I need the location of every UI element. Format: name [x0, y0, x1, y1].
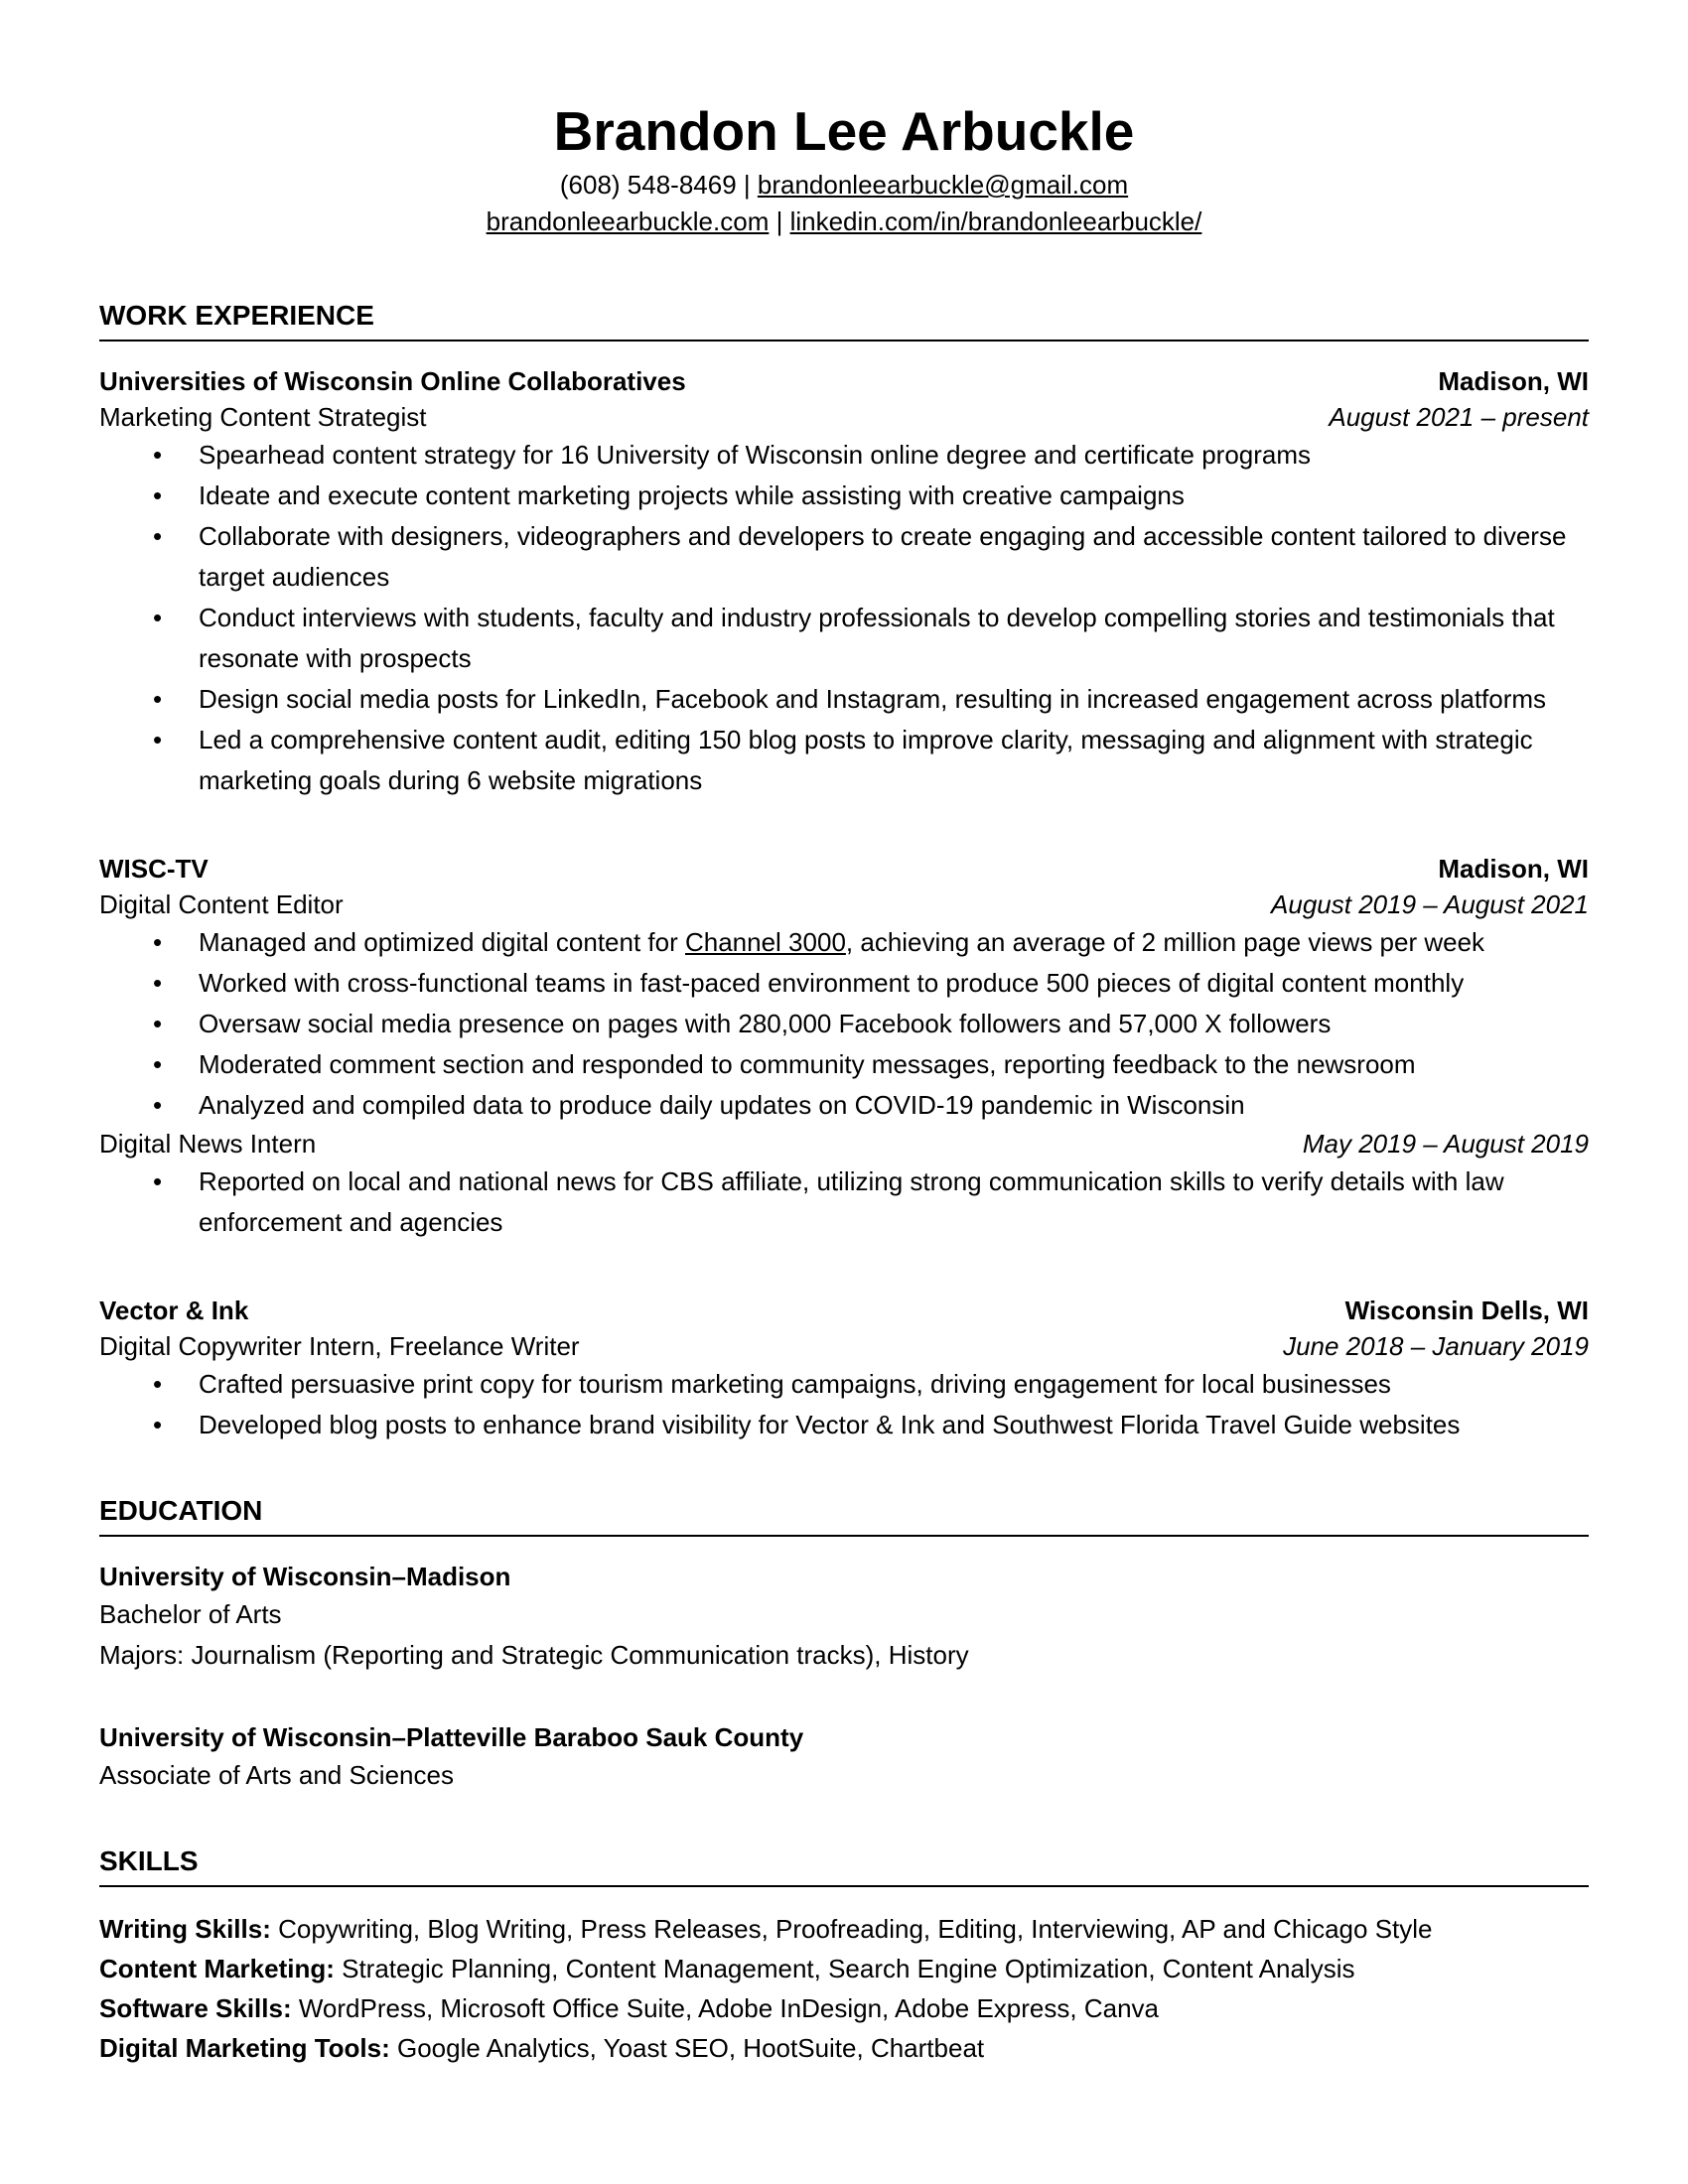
skill-label: Digital Marketing Tools: [99, 2033, 390, 2063]
resume-header [99, 0, 1589, 240]
job-location: Madison, WI [1438, 854, 1589, 884]
degree-line: Majors: Journalism (Reporting and Strategic Communication tracks), History [99, 1640, 969, 1670]
skill-value: WordPress, Microsoft Office Suite, Adobe InDesign, Adobe Express, Canva [291, 1993, 1159, 2023]
employer-name: Universities of Wisconsin Online Collaboratives [99, 366, 686, 396]
phone-number: (608) 548-8469 [559, 170, 737, 200]
contact-separator: | [769, 206, 790, 236]
education-section [99, 1493, 1589, 1796]
bullet-item: • Spearhead content strategy for 16 University of Wisconsin online degree and certificate programs [199, 435, 1589, 476]
bullet-item [199, 922, 1589, 963]
job-location: Madison, WI [1438, 366, 1589, 396]
skill-line [99, 1909, 1589, 1949]
role-title: Digital Content Editor [99, 889, 344, 919]
job-location: Wisconsin Dells, WI [1344, 1296, 1589, 1325]
skill-line [99, 1949, 1589, 1988]
role-title: Marketing Content Strategist [99, 402, 427, 432]
job-header [99, 851, 1589, 887]
bullet-item: • Oversaw social media presence on pages with 280,000 Facebook followers and 57,000 X followers [199, 1004, 1589, 1044]
job-header [99, 1293, 1589, 1328]
skill-value: Strategic Planning, Content Management, Search Engine Optimization, Content Analysis [334, 1954, 1355, 1983]
role-dates: June 2018 – January 2019 [1283, 1331, 1589, 1361]
role-title: Digital Copywriter Intern, Freelance Writer [99, 1331, 580, 1361]
channel-3000-link[interactable]: Channel 3000 [684, 927, 846, 957]
skill-value: Copywriting, Blog Writing, Press Releases, Proofreading, Editing, Interviewing, AP and Chicago Style [270, 1914, 1433, 1944]
skill-value: Google Analytics, Yoast SEO, HootSuite, Chartbeat [389, 2033, 985, 2063]
section-title-skills: SKILLS [99, 1843, 1589, 1887]
candidate-name: Brandon Lee Arbuckle [553, 100, 1135, 162]
bullet-list [99, 1161, 1589, 1243]
work-experience-section [99, 298, 1589, 1445]
role-header [99, 1126, 1589, 1161]
bullet-item: • Collaborate with designers, videographers and developers to create engaging and accessible content tailored to diverse target audiences [199, 516, 1589, 598]
skill-line [99, 2028, 1589, 2068]
bullet-item: • Conduct interviews with students, faculty and industry professionals to develop compelling stories and testimonials that resonate with prospects [199, 598, 1589, 679]
bullet-item: • Reported on local and national news for CBS affiliate, utilizing strong communication skills to verify details with law enforcement and agencies [199, 1161, 1589, 1243]
bullet-item: • Moderated comment section and responded to community messages, reporting feedback to the newsroom [199, 1044, 1589, 1085]
skill-label: Software Skills: [99, 1993, 292, 2023]
skill-line [99, 1988, 1589, 2028]
bullet-item: • Analyzed and compiled data to produce daily updates on COVID-19 pandemic in Wisconsin [199, 1085, 1589, 1126]
bullet-item: • Developed blog posts to enhance brand visibility for Vector & Ink and Southwest Florida Travel Guide websites [199, 1405, 1589, 1445]
job-entry [99, 851, 1589, 1243]
contact-line-2 [99, 204, 1589, 240]
bullet-text: Managed and optimized digital content for [199, 927, 685, 957]
role-dates: August 2021 – present [1329, 402, 1589, 432]
job-entry [99, 363, 1589, 801]
bullet-item: • Ideate and execute content marketing projects while assisting with creative campaigns [199, 476, 1589, 516]
degree-line: Bachelor of Arts [99, 1599, 282, 1629]
section-title-work: WORK EXPERIENCE [99, 298, 1589, 341]
bullet-list [99, 1364, 1589, 1445]
contact-separator: | [736, 170, 758, 200]
role-dates: August 2019 – August 2021 [1271, 889, 1589, 919]
contact-line-1 [99, 167, 1589, 204]
school-name: University of Wisconsin–Platteville Baraboo Sauk County [99, 1722, 804, 1752]
bullet-list [99, 435, 1589, 801]
linkedin-link[interactable]: linkedin.com/in/brandonleearbuckle/ [789, 206, 1202, 236]
role-header [99, 887, 1589, 922]
education-entry [99, 1559, 1589, 1676]
bullet-text: , achieving an average of 2 million page views per week [845, 927, 1485, 957]
employer-name: WISC-TV [99, 854, 209, 884]
role-dates: May 2019 – August 2019 [1302, 1129, 1589, 1159]
email-link[interactable]: brandonleearbuckle@gmail.com [757, 170, 1129, 200]
bullet-item: • Crafted persuasive print copy for tourism marketing campaigns, driving engagement for local businesses [199, 1364, 1589, 1405]
skill-label: Content Marketing: [99, 1954, 335, 1983]
bullet-item: • Design social media posts for LinkedIn, Facebook and Instagram, resulting in increased engagement across platforms [199, 679, 1589, 720]
bullet-item: • Worked with cross-functional teams in fast-paced environment to produce 500 pieces of digital content monthly [199, 963, 1589, 1004]
school-name: University of Wisconsin–Madison [99, 1562, 511, 1591]
role-title: Digital News Intern [99, 1129, 317, 1159]
employer-name: Vector & Ink [99, 1296, 249, 1325]
job-header [99, 363, 1589, 399]
role-header [99, 399, 1589, 435]
skill-label: Writing Skills: [99, 1914, 271, 1944]
role-header [99, 1328, 1589, 1364]
skills-section [99, 1843, 1589, 2068]
education-entry [99, 1719, 1589, 1796]
degree-line: Associate of Arts and Sciences [99, 1760, 454, 1790]
website-link[interactable]: brandonleearbuckle.com [486, 206, 770, 236]
job-entry [99, 1293, 1589, 1445]
section-title-education: EDUCATION [99, 1493, 1589, 1537]
bullet-list [99, 922, 1589, 1126]
bullet-item: • Led a comprehensive content audit, editing 150 blog posts to improve clarity, messaging and alignment with strategic marketing goals during 6 website migrations [199, 720, 1589, 801]
